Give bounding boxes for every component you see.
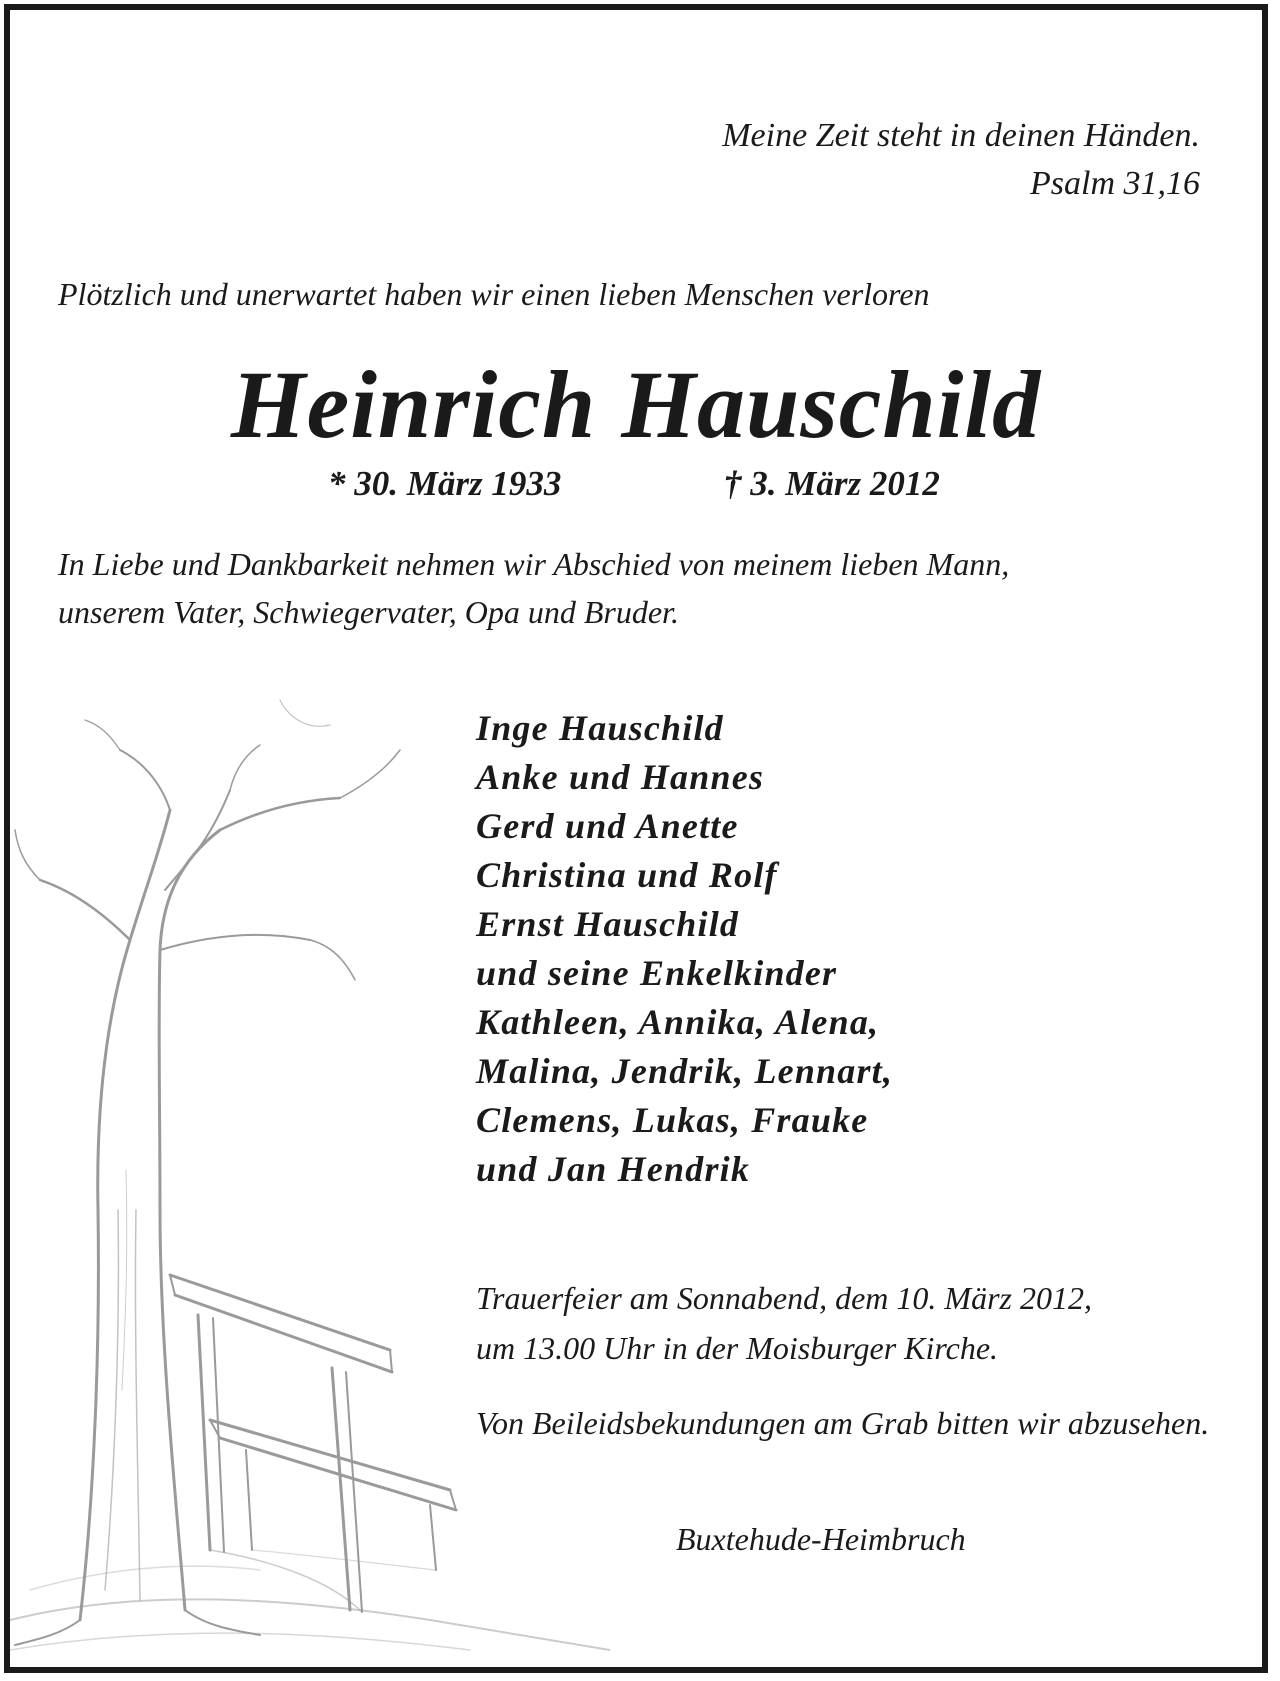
psalm-quote (722, 112, 1200, 208)
list-item: Ernst Hauschild (476, 904, 740, 944)
list-item: Clemens, Lukas, Frauke (476, 1100, 869, 1140)
service-line: um 13.00 Uhr in der Moisburger Kirche. (476, 1330, 999, 1366)
list-item: Kathleen, Annika, Alena, (476, 1002, 880, 1042)
list-item: Malina, Jendrik, Lennart, (476, 1051, 894, 1091)
obituary-notice (4, 4, 1268, 1673)
quote-source: Psalm 31,16 (1030, 165, 1200, 202)
list-item: und Jan Hendrik (476, 1149, 751, 1189)
birth-date: * 30. März 1933 (328, 464, 562, 503)
farewell-line: unserem Vater, Schwiegervater, Opa und Bruder. (58, 594, 679, 630)
farewell-text (58, 540, 1238, 636)
mourners-list (476, 704, 893, 1194)
list-item: und seine Enkelkinder (476, 953, 838, 993)
list-item: Gerd und Anette (476, 806, 739, 846)
intro-text: Plötzlich und unerwartet haben wir einen lieben Menschen verloren (58, 276, 930, 312)
place-name: Buxtehude-Heimbruch (676, 1521, 966, 1557)
quote-text: Meine Zeit steht in deinen Händen. (722, 117, 1200, 154)
funeral-service-info (476, 1273, 1236, 1373)
farewell-line: In Liebe und Dankbarkeit nehmen wir Abschied von meinem lieben Mann, (58, 546, 1010, 582)
condolence-note: Von Beileidsbekundungen am Grab bitten wir abzusehen. (476, 1405, 1210, 1441)
death-date: † 3. März 2012 (724, 464, 940, 503)
list-item: Christina und Rolf (476, 855, 778, 895)
list-item: Inge Hauschild (476, 708, 724, 748)
service-line: Trauerfeier am Sonnabend, dem 10. März 2012, (476, 1280, 1092, 1316)
deceased-name: Heinrich Hauschild (230, 351, 1042, 458)
list-item: Anke und Hannes (476, 757, 765, 797)
